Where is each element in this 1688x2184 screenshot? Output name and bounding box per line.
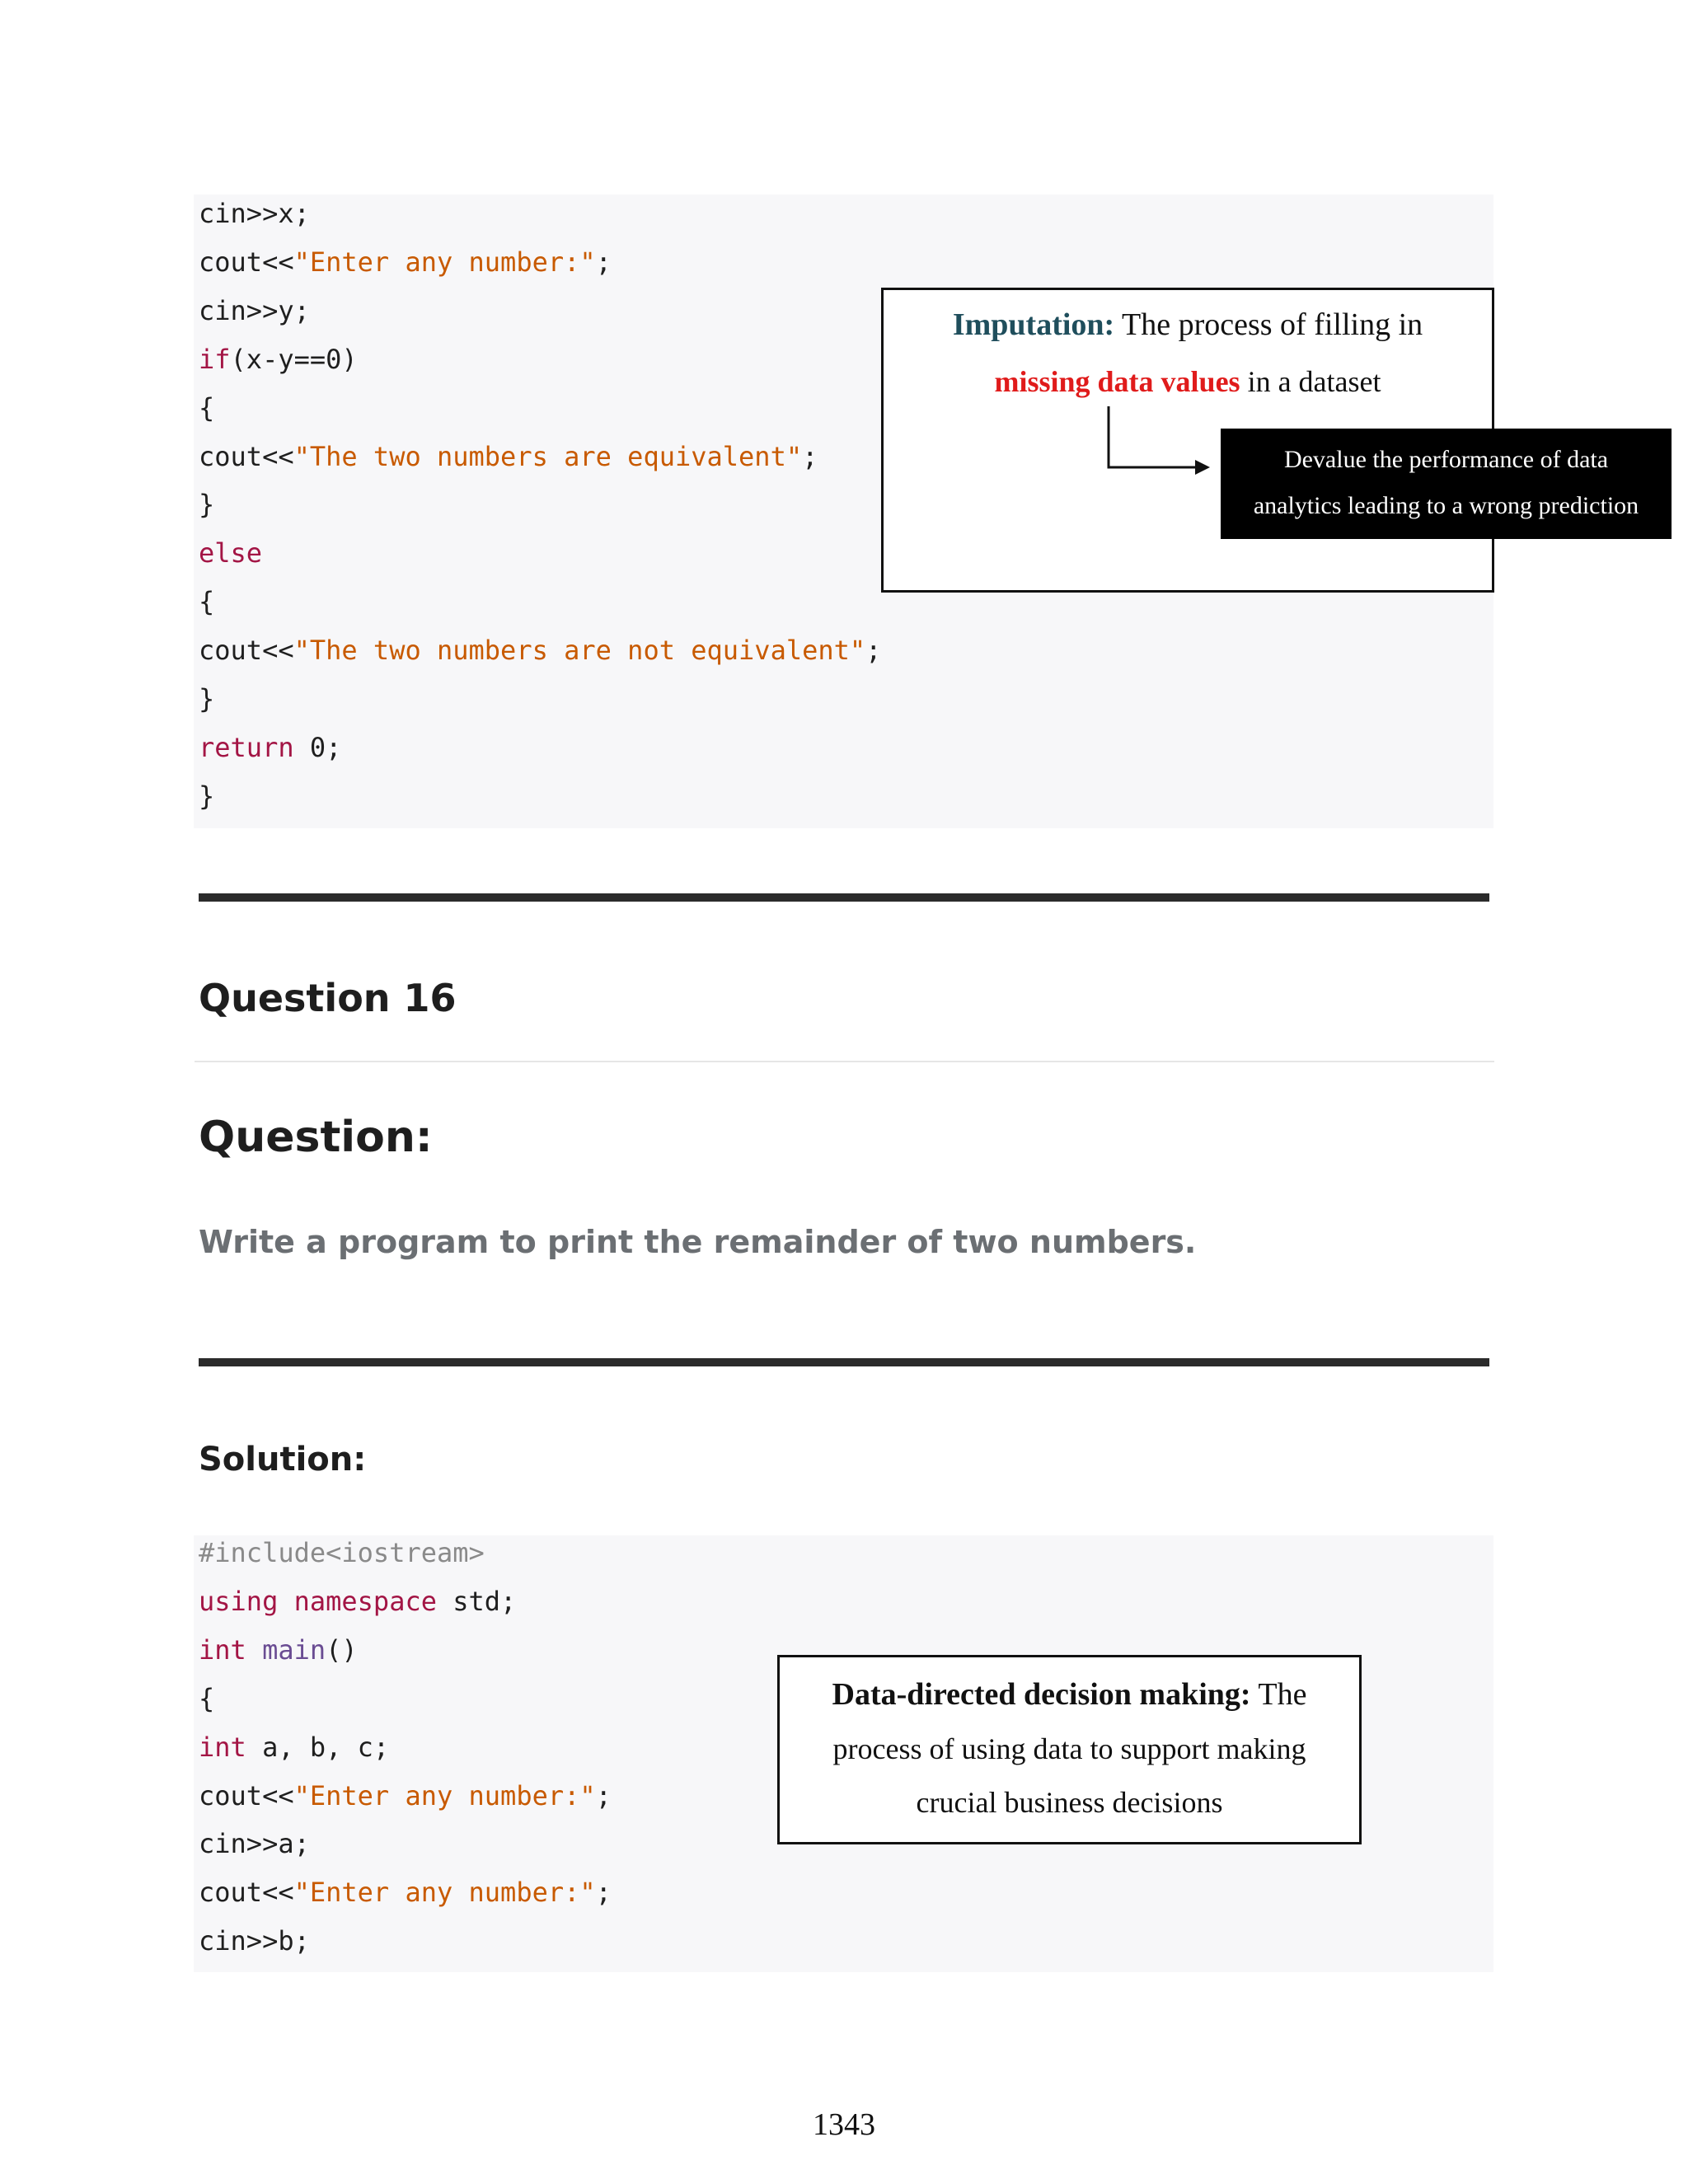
solution-label: Solution: — [199, 1441, 367, 1479]
code-token: ; — [802, 440, 818, 472]
imputation-line-2 — [884, 359, 1492, 405]
code-token: "Enter any number:" — [293, 1877, 596, 1909]
arrow-head-icon — [1195, 460, 1210, 475]
code-line — [199, 1868, 612, 1916]
code-line — [199, 335, 358, 383]
impact-box — [1221, 429, 1672, 539]
code-token: cout<< — [199, 1877, 294, 1909]
imputation-definition-end: in a dataset — [1240, 365, 1381, 398]
code-line — [199, 772, 214, 820]
question-number-heading: Question 16 — [199, 976, 457, 1020]
imputation-highlight: missing data values — [994, 365, 1240, 398]
code-token: int — [199, 1731, 246, 1763]
code-line — [199, 1626, 358, 1674]
decision-term: Data-directed decision making: — [832, 1677, 1251, 1712]
code-token: } — [199, 780, 215, 812]
code-token: cin>>b; — [199, 1925, 310, 1957]
question-label: Question: — [199, 1113, 433, 1162]
decision-line-3: crucial business decisions — [916, 1786, 1223, 1819]
code-token: cin>>y; — [199, 294, 310, 326]
code-line — [199, 480, 214, 528]
section-divider-2 — [199, 1358, 1489, 1366]
code-line — [199, 675, 214, 723]
code-line — [199, 1577, 516, 1625]
code-token: #include<iostream> — [199, 1537, 485, 1568]
imputation-definition-start: The process of filling in — [1114, 307, 1423, 342]
page-number: 1343 — [813, 2107, 875, 2142]
code-token: () — [326, 1633, 358, 1666]
code-line — [199, 1917, 310, 1965]
imputation-line-1 — [884, 302, 1492, 348]
code-token: (x-y==0) — [230, 343, 358, 375]
code-token: using — [199, 1585, 279, 1617]
code-line — [199, 1772, 612, 1820]
code-line — [199, 384, 214, 432]
code-line — [199, 433, 818, 480]
code-token: "Enter any number:" — [293, 246, 596, 278]
code-token: "The two numbers are not equivalent" — [293, 635, 866, 667]
code-token: cout<< — [199, 440, 294, 472]
code-line — [199, 238, 612, 286]
code-token: main — [262, 1633, 326, 1666]
code-token: { — [199, 391, 215, 424]
code-token: { — [199, 586, 215, 618]
code-line — [199, 529, 262, 577]
code-token: ; — [595, 1779, 612, 1811]
code-token: cout<< — [199, 1779, 294, 1811]
code-token: "Enter any number:" — [293, 1779, 596, 1811]
impact-line-1: Devalue the performance of data — [1283, 446, 1609, 473]
code-token: std; — [436, 1585, 517, 1617]
code-token: } — [199, 489, 215, 521]
code-token: a, b, c; — [246, 1731, 390, 1763]
code-token — [246, 1634, 262, 1666]
code-token: ; — [595, 1877, 612, 1909]
decision-line-1 — [780, 1669, 1359, 1720]
heading-underline — [195, 1061, 1494, 1062]
code-token: ; — [865, 635, 882, 667]
code-token: 0; — [293, 731, 342, 763]
code-token: cin>>x; — [199, 198, 310, 229]
code-token: namespace — [293, 1585, 437, 1617]
code-line — [199, 1820, 310, 1868]
code-token: return — [199, 731, 294, 763]
connector-line — [1109, 406, 1197, 467]
decision-line-2: process of using data to support making — [832, 1732, 1306, 1765]
code-token: cout<< — [199, 246, 294, 278]
code-line — [199, 626, 881, 674]
code-line — [199, 578, 214, 626]
code-token: ; — [595, 246, 612, 278]
impact-line-2: analytics leading to a wrong prediction — [1253, 492, 1639, 519]
code-token: if — [199, 343, 231, 375]
connector-arrow — [1096, 402, 1212, 476]
code-token: { — [199, 1682, 215, 1714]
code-line — [199, 1529, 485, 1577]
code-line — [199, 190, 310, 237]
code-token: } — [199, 683, 215, 715]
code-token: cout<< — [199, 635, 294, 667]
decision-callout — [777, 1655, 1362, 1844]
imputation-term: Imputation: — [952, 307, 1115, 342]
code-token — [278, 1586, 293, 1617]
code-line — [199, 1675, 214, 1722]
decision-definition-start: The — [1250, 1677, 1307, 1712]
code-line — [199, 287, 310, 335]
question-text: Write a program to print the remainder of two numbers. — [199, 1224, 1197, 1260]
code-line — [199, 724, 341, 771]
section-divider-1 — [199, 893, 1489, 902]
code-token: else — [199, 537, 263, 569]
code-token: cin>>a; — [199, 1828, 310, 1860]
code-token: "The two numbers are equivalent" — [293, 440, 803, 472]
code-token: int — [199, 1633, 246, 1666]
code-line — [199, 1723, 389, 1771]
